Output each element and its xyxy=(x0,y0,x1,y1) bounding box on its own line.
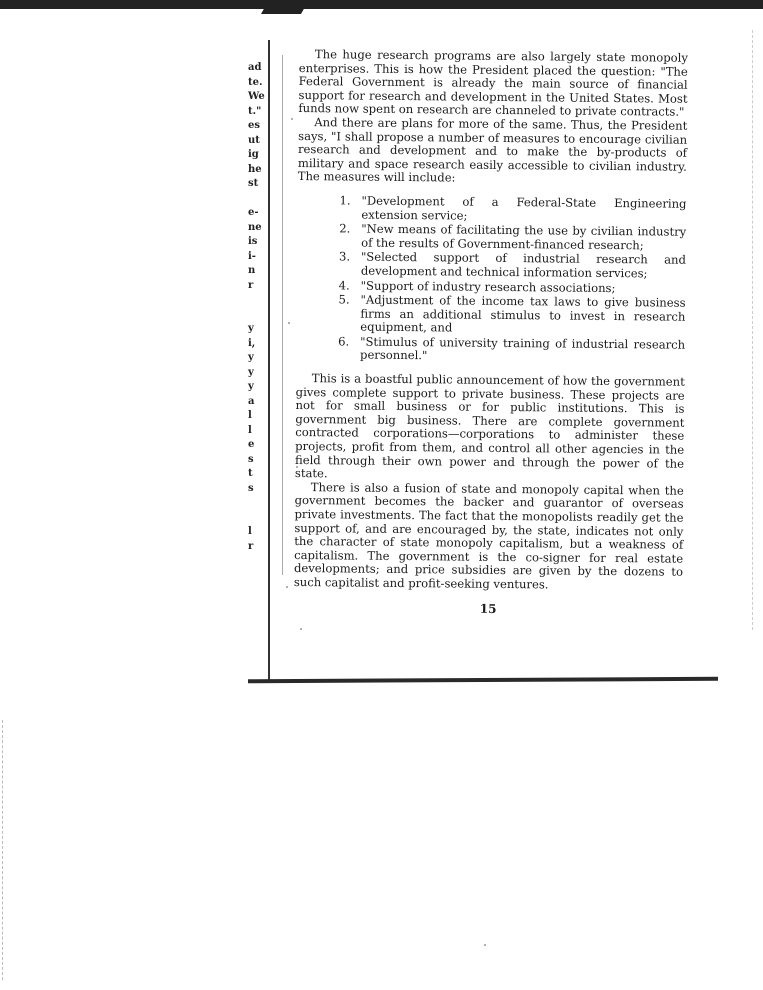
scan-speck xyxy=(300,628,302,630)
list-item: 6. "Stimulus of university training of industrial research personnel." xyxy=(338,334,686,363)
list-item: 1. "Development of a Federal-State Engineering extension service; xyxy=(339,193,687,223)
facing-page-bleed xyxy=(248,62,266,599)
bleed-fragment: n xyxy=(248,265,256,276)
bleed-fragment: st xyxy=(248,178,259,189)
bleed-fragment xyxy=(248,555,266,570)
list-item: 2. "New means of facilitating the use by civilian industry of the results of Government-financed research; xyxy=(339,221,687,253)
list-item: 5. "Adjustment of the income tax laws to give business firms an additional stimulus to invest in research equipment, and xyxy=(338,292,686,335)
bleed-fragment: te. xyxy=(248,76,263,88)
paragraph-research-monopoly: The huge research programs are also largely state monopoly enterprises. This is how the President placed the question: "The Federal Government is already the main source of financial support for research and development in the United States. Most funds now spent on research are channeled to private contracts." xyxy=(298,47,688,120)
bleed-fragment: t." xyxy=(248,105,262,117)
bleed-fragment: is xyxy=(248,236,258,247)
bleed-fragment: y xyxy=(248,323,254,334)
bleed-fragment: i- xyxy=(248,250,256,262)
scan-speck xyxy=(288,322,290,324)
bleed-fragment: l xyxy=(248,410,252,421)
bleed-fragment: e- xyxy=(248,207,259,218)
bleed-fragment: We xyxy=(248,91,265,102)
bleed-fragment xyxy=(248,309,266,324)
bleed-fragment: r xyxy=(248,279,254,291)
bleed-fragment: l xyxy=(248,526,252,537)
scan-top-edge xyxy=(0,0,763,9)
gutter-shadow-line xyxy=(282,55,283,575)
bleed-fragment: y xyxy=(248,381,254,392)
bleed-fragment: r xyxy=(248,540,254,552)
page-number: 15 xyxy=(479,601,497,616)
bleed-fragment: he xyxy=(248,163,262,175)
bleed-fragment: l xyxy=(248,424,252,436)
bleed-fragment: ad xyxy=(248,62,262,73)
list-item: 4. "Support of industry research associations; xyxy=(338,277,616,295)
scan-speck xyxy=(291,118,293,120)
bleed-fragment: es xyxy=(248,120,260,131)
bleed-fragment: a xyxy=(248,395,255,407)
list-item: 3. "Selected support of industrial research and development and technical information services; xyxy=(338,249,687,281)
bleed-fragment xyxy=(248,584,266,599)
bleed-fragment xyxy=(248,512,266,527)
bleed-fragment: e xyxy=(248,439,255,450)
bleed-fragment: s xyxy=(248,453,254,465)
scan-left-dashes xyxy=(2,720,4,980)
bleed-fragment xyxy=(248,570,266,585)
bleed-fragment: t xyxy=(248,468,253,479)
bleed-fragment: i, xyxy=(248,337,256,349)
paragraph-fusion-state-capital: There is also a fusion of state and monopoly capital when the government becomes the backer and guarantor of overseas private investments. The fact that the monopolists readily get the support of, and are encouraged by, the state, indicates not only the character of state monopoly capitalism, but a weakness of capitalism. The government is the co-signer for real estate developments; and price subsidies are given by the dozens to such capitalist and profit-seeking ventures. xyxy=(293,479,684,592)
bleed-fragment: ne xyxy=(248,221,262,233)
bleed-fragment xyxy=(248,497,266,512)
binding-edge-line xyxy=(268,40,270,680)
bleed-fragment xyxy=(248,193,266,208)
bleed-fragment: y xyxy=(248,352,254,363)
scan-right-dashes xyxy=(752,30,754,630)
scan-speck xyxy=(484,944,486,946)
measures-list xyxy=(338,194,687,365)
bleed-fragment: ig xyxy=(248,149,259,160)
scan-top-notch xyxy=(261,0,309,14)
bleed-fragment xyxy=(248,294,266,309)
bleed-fragment: ut xyxy=(248,134,260,146)
document-page xyxy=(294,48,688,617)
scan-speck xyxy=(286,586,288,588)
bleed-fragment: s xyxy=(248,482,254,494)
bleed-fragment: y xyxy=(248,366,254,378)
paragraph-boastful-announcement: This is a boastful public announcement of how the government gives complete support to private business. These projects are not for small business or for public institutions. This is government big business. There are complete government contracted corporations—corporations to administer these projects, profit from them, and control all other agencies in the field through their own power and through the power of the state. xyxy=(294,371,685,481)
paragraph-president-plans: And there are plans for more of the same. Thus, the President says, "I shall propose a number of measures to encourage civilian research and development and to make the by-products of military and space research easily accessible to civilian industry. The measures will include: xyxy=(297,115,688,185)
page-bottom-edge xyxy=(248,677,718,683)
